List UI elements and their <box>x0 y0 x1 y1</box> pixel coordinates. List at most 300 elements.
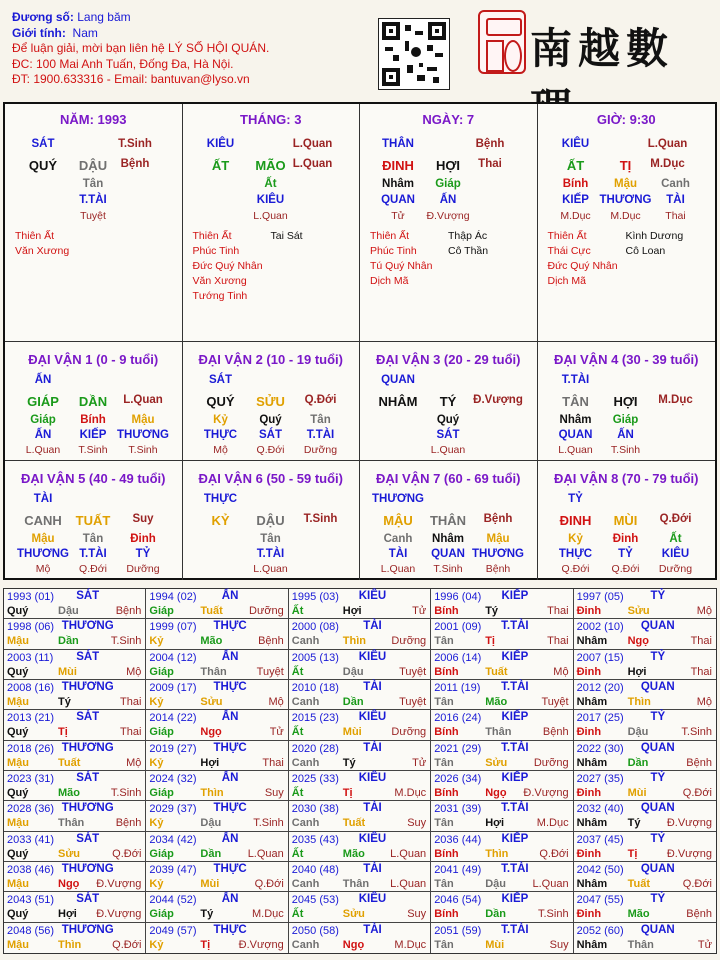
hidden-stem: KIẾP <box>562 194 589 206</box>
year-phase: Mộ <box>696 696 712 708</box>
year-god: QUAN <box>640 681 675 693</box>
year-god: KIÊU <box>358 590 387 602</box>
luck-hidden-stem: SÁT <box>259 429 282 441</box>
pillar-title: NĂM: 1993 <box>60 112 127 127</box>
year-phase: Q.Đới <box>539 847 569 860</box>
year-branch: Ngọ <box>58 878 80 890</box>
pillar-star: Dịch Mã <box>547 275 587 287</box>
year-god: T.TÀI <box>501 802 529 815</box>
chart-header <box>12 10 372 88</box>
annual-luck-cell <box>289 650 431 680</box>
annual-luck-cell <box>574 832 716 862</box>
pillar-star: Văn Xương <box>192 275 247 287</box>
year-branch: Dần <box>200 847 222 860</box>
annual-luck-cell <box>431 650 573 680</box>
year-label: 2000 (08) <box>291 621 339 634</box>
year-branch: Ngọ <box>627 635 649 648</box>
luck-period-phase: L.Quan <box>123 394 163 406</box>
year-god: THƯƠNG <box>61 741 114 754</box>
year-stem: Bính <box>434 665 459 678</box>
luck-hidden-stem: Kỷ <box>213 414 228 426</box>
year-god: T.TÀI <box>501 863 529 875</box>
year-phase: M.Dục <box>252 908 284 921</box>
year-god: TỶ <box>650 590 666 602</box>
year-phase: L.Quan <box>532 878 569 890</box>
annual-luck-cell <box>146 619 288 649</box>
year-phase: Q.Đới <box>682 878 712 890</box>
luck-period-god: SÁT <box>209 374 232 386</box>
luck-hidden-stem: T.Sinh <box>78 444 108 456</box>
hidden-stem: Canh <box>661 178 690 190</box>
year-branch: Tý <box>627 817 641 830</box>
year-branch: Mão <box>58 787 80 799</box>
year-label: 2014 (22) <box>149 712 197 725</box>
luck-hidden-stem: QUAN <box>558 429 593 441</box>
luck-hidden-stem: T.Sinh <box>433 563 463 575</box>
year-phase: M.Dục <box>394 787 427 799</box>
year-stem: Đinh <box>576 665 602 678</box>
annual-luck-cell <box>431 619 573 649</box>
year-stem: Bính <box>434 605 459 617</box>
luck-hidden-stem: TỶ <box>618 548 633 560</box>
year-stem: Đinh <box>576 847 602 860</box>
annual-luck-cell <box>431 589 573 619</box>
luck-period-god: QUAN <box>381 374 415 386</box>
year-phase: L.Quan <box>247 847 284 860</box>
phone-email-line: ĐT: 1900.633316 - Email: bantuvan@lyso.vn <box>12 72 250 86</box>
year-stem: Quý <box>7 908 29 921</box>
year-god: ẤN <box>221 893 239 906</box>
pillar-star: Phúc Tinh <box>370 245 417 257</box>
annual-luck-cell <box>431 771 573 801</box>
year-label: 2024 (32) <box>149 773 197 785</box>
year-label: 2004 (12) <box>149 651 197 664</box>
year-branch: Mùi <box>627 787 647 799</box>
year-label: 1994 (02) <box>149 591 197 603</box>
annual-luck-cell <box>574 801 716 831</box>
pillar-star: Thiên Ất <box>547 230 587 242</box>
year-branch: Dậu <box>342 665 364 678</box>
luck-hidden-stem: Đinh <box>130 533 156 545</box>
year-branch: Thân <box>627 938 654 951</box>
annual-luck-cell <box>574 710 716 740</box>
hidden-stem: KIÊU <box>256 194 285 206</box>
year-stem: Ất <box>291 726 304 739</box>
luck-hidden-stem: THƯƠNG <box>117 429 169 441</box>
luck-period-god: ẤN <box>34 374 52 386</box>
year-label: 2006 (14) <box>434 651 482 664</box>
annual-luck-cell <box>574 650 716 680</box>
year-label: 2046 (54) <box>434 894 482 907</box>
year-branch: Tuất <box>200 605 223 617</box>
luck-hidden-stem: Mậu <box>131 414 155 426</box>
annual-luck-cell <box>574 680 716 710</box>
year-phase: Bệnh <box>115 817 142 830</box>
year-phase: T.Sinh <box>253 817 284 830</box>
year-god: SÁT <box>76 832 100 845</box>
year-label: 1993 (01) <box>7 591 55 603</box>
pillar-cell <box>360 104 538 342</box>
luck-hidden-stem: THỰC <box>558 548 593 560</box>
annual-luck-cell <box>431 801 573 831</box>
hidden-stem: Đ.Vượng <box>426 210 470 222</box>
pillar-star: Phúc Tinh <box>192 245 240 257</box>
luck-period-phase: Suy <box>132 513 154 525</box>
year-god: TỶ <box>650 650 666 663</box>
year-god: KIÊU <box>358 832 387 845</box>
luck-hidden-stem: Q.Đới <box>256 444 285 456</box>
luck-period-title: ĐẠI VẬN 8 (70 - 79 tuổi) <box>554 471 699 486</box>
year-god: TÀI <box>363 620 382 633</box>
year-stem: Giáp <box>149 605 174 617</box>
year-branch: Dậu <box>58 605 79 617</box>
luck-hidden-stem: Q.Đới <box>79 563 107 575</box>
luck-hidden-stem: T.Sinh <box>610 444 641 456</box>
luck-hidden-stem: ẤN <box>34 429 52 441</box>
year-god: TÀI <box>363 923 382 936</box>
year-branch: Mùi <box>58 665 77 678</box>
year-god: THỰC <box>213 863 247 875</box>
year-god: KIÊU <box>358 772 387 784</box>
annual-luck-cell <box>4 619 146 649</box>
luck-period-cell <box>183 461 361 580</box>
luck-period-cell <box>5 461 183 580</box>
annual-luck-cell <box>4 710 146 740</box>
year-phase: Đ.Vượng <box>238 938 284 951</box>
year-god: KIẾP <box>501 711 529 724</box>
annual-luck-cell <box>431 862 573 892</box>
year-phase: Đ.Vượng <box>96 908 142 921</box>
annual-luck-cell <box>4 741 146 771</box>
year-god: THỰC <box>213 620 247 633</box>
luck-hidden-stem: T.Sinh <box>128 444 158 456</box>
year-label: 2047 (55) <box>576 894 624 907</box>
year-phase: Đ.Vượng <box>666 847 712 860</box>
luck-hidden-stem: Dưỡng <box>126 563 160 575</box>
year-label: 2039 (47) <box>149 864 197 876</box>
year-branch: Tuất <box>342 817 366 830</box>
luck-hidden-stem: TÀI <box>388 548 408 560</box>
luck-period-god: THƯƠNG <box>372 493 424 505</box>
annual-luck-cell <box>146 650 288 680</box>
annual-luck-cell <box>431 923 573 953</box>
year-god: KIÊU <box>358 650 387 663</box>
luck-period-stem: ĐINH <box>559 513 592 528</box>
luck-period-branch: TÝ <box>439 394 457 409</box>
luck-period-god: T.TÀI <box>561 374 590 386</box>
year-label: 2013 (21) <box>7 712 55 725</box>
year-phase: Suy <box>407 817 427 830</box>
luck-hidden-stem: KIÊU <box>661 548 690 560</box>
year-god: SÁT <box>76 590 100 602</box>
year-branch: Thìn <box>58 938 82 951</box>
year-stem: Canh <box>291 938 320 951</box>
year-branch: Thìn <box>342 635 367 648</box>
year-label: 2007 (15) <box>576 651 624 664</box>
year-god: T.TÀI <box>501 923 529 936</box>
luck-hidden-stem: Mậu <box>486 533 510 545</box>
luck-hidden-stem: THƯƠNG <box>17 548 69 560</box>
year-phase: Suy <box>407 908 427 921</box>
year-god: THỰC <box>213 923 247 936</box>
luck-period-cell <box>183 342 361 461</box>
year-god: THỰC <box>213 802 247 815</box>
pillar-stem-god: SÁT <box>31 138 55 150</box>
year-label: 2021 (29) <box>434 742 482 755</box>
pillar-star: Thiên Ất <box>15 230 55 242</box>
year-stem: Canh <box>291 878 320 890</box>
luck-hidden-stem: Ất <box>669 533 682 545</box>
year-label: 2027 (35) <box>576 773 624 785</box>
year-label: 2034 (42) <box>149 833 197 846</box>
year-god: TÀI <box>363 741 382 754</box>
annual-luck-cell <box>289 589 431 619</box>
luck-period-title: ĐẠI VẬN 5 (40 - 49 tuổi) <box>21 471 166 486</box>
year-god: THỰC <box>213 741 247 754</box>
annual-luck-cell <box>146 741 288 771</box>
year-stem: Quý <box>7 726 29 739</box>
annual-luck-table <box>3 588 717 954</box>
year-phase: Q.Đới <box>682 787 712 799</box>
annual-luck-cell <box>146 832 288 862</box>
year-branch: Thìn <box>200 787 224 799</box>
year-branch: Tý <box>342 756 356 769</box>
year-phase: Bệnh <box>686 908 712 921</box>
year-phase: Dưỡng <box>249 605 284 617</box>
year-branch: Sửu <box>58 847 81 860</box>
luck-period-stem: KỶ <box>211 513 230 528</box>
hidden-stem: M.Dục <box>560 210 591 222</box>
owner-name: Lang băm <box>77 10 131 24</box>
year-stem: Nhâm <box>576 756 608 769</box>
annual-luck-cell <box>146 801 288 831</box>
year-label: 1995 (03) <box>291 591 339 603</box>
pillar-star: Tướng Tinh <box>192 290 248 302</box>
year-label: 2032 (40) <box>576 803 624 816</box>
year-branch: Hợi <box>58 908 77 921</box>
year-phase: Đ.Vượng <box>666 817 712 830</box>
year-label: 2018 (26) <box>7 742 55 755</box>
luck-period-phase: Q.Đới <box>659 513 692 525</box>
year-phase: L.Quan <box>390 878 427 890</box>
hidden-stem: THƯƠNG <box>599 194 652 206</box>
year-label: 2015 (23) <box>291 712 339 725</box>
luck-period-cell <box>538 342 716 461</box>
year-stem: Ất <box>291 605 304 617</box>
year-label: 2040 (48) <box>291 864 339 876</box>
luck-period-branch: HỢI <box>613 394 638 409</box>
annual-luck-cell <box>146 862 288 892</box>
luck-hidden-stem: Đinh <box>612 533 639 545</box>
annual-luck-cell <box>289 771 431 801</box>
year-branch: Tị <box>342 787 353 799</box>
contact-line: Để luận giải, mời bạn liên hệ LÝ SỐ HỘI QUÁN. <box>12 41 270 55</box>
pillar-star: Thái Cực <box>547 245 591 257</box>
annual-luck-cell <box>431 832 573 862</box>
annual-luck-cell <box>4 650 146 680</box>
year-branch: Dần <box>627 756 649 769</box>
year-label: 2019 (27) <box>149 742 197 755</box>
pillar-cell <box>538 104 716 342</box>
year-phase: M.Dục <box>394 938 427 951</box>
luck-hidden-stem: Dưỡng <box>303 444 338 456</box>
luck-period-phase: Đ.Vượng <box>473 394 523 406</box>
year-branch: Tý <box>200 908 214 921</box>
year-stem: Kỷ <box>149 756 164 769</box>
year-branch: Tuất <box>627 878 650 890</box>
year-god: THƯƠNG <box>61 802 114 815</box>
year-stem: Giáp <box>149 787 174 799</box>
year-phase: Dưỡng <box>533 756 569 769</box>
year-branch: Dần <box>342 696 364 708</box>
pillar-stem: ẤT <box>566 158 585 173</box>
year-god: QUAN <box>640 741 675 754</box>
hidden-stem: Bính <box>562 178 589 190</box>
year-stem: Kỷ <box>149 938 164 951</box>
annual-luck-cell <box>4 589 146 619</box>
hidden-stem: Tuyệt <box>80 210 106 222</box>
year-stem: Nhâm <box>576 938 608 951</box>
year-phase: Thai <box>119 696 142 708</box>
year-stem: Canh <box>291 635 320 648</box>
year-phase: Q.Đới <box>112 938 142 951</box>
logo <box>478 10 710 80</box>
year-label: 2009 (17) <box>149 682 197 694</box>
year-stem: Kỷ <box>149 817 164 830</box>
annual-luck-cell <box>289 862 431 892</box>
luck-hidden-stem: KIẾP <box>79 429 107 441</box>
year-god: KIÊU <box>358 893 387 906</box>
luck-hidden-stem: TỶ <box>135 548 151 560</box>
year-stem: Mậu <box>7 817 29 830</box>
annual-luck-cell <box>146 923 288 953</box>
luck-period-stem: GIÁP <box>27 394 59 409</box>
hidden-stem: Thai <box>665 210 686 222</box>
year-stem: Giáp <box>149 726 174 739</box>
hidden-stem: T.TÀI <box>79 194 107 206</box>
year-stem: Quý <box>7 605 29 617</box>
year-label: 1998 (06) <box>7 621 55 634</box>
pillar-branch: DẬU <box>78 158 108 173</box>
luck-hidden-stem: Giáp <box>30 414 56 426</box>
year-branch: Dậu <box>200 817 222 830</box>
year-branch: Tị <box>627 847 638 860</box>
pillar-stem-phase: Bệnh <box>475 138 505 150</box>
year-god: ẤN <box>221 711 239 724</box>
year-god: T.TÀI <box>501 741 529 754</box>
year-label: 2042 (50) <box>576 864 624 876</box>
year-phase: Thai <box>690 665 712 678</box>
year-stem: Đinh <box>576 908 602 921</box>
year-label: 1996 (04) <box>434 591 482 603</box>
year-branch: Tuất <box>485 665 508 678</box>
year-phase: Tử <box>412 605 427 617</box>
luck-hidden-stem: THƯƠNG <box>472 548 524 560</box>
year-stem: Canh <box>291 756 320 769</box>
year-label: 2043 (51) <box>7 894 55 907</box>
luck-hidden-stem: Mộ <box>35 563 51 575</box>
annual-luck-cell <box>289 832 431 862</box>
year-phase: Đ.Vượng <box>96 878 142 890</box>
pillar-stem-god: THÂN <box>382 138 414 150</box>
year-label: 2001 (09) <box>434 621 482 634</box>
annual-luck-cell <box>289 741 431 771</box>
pillar-branch-phase: M.Dục <box>650 158 685 170</box>
hidden-stem: Mậu <box>614 178 637 190</box>
year-branch: Dần <box>485 908 506 921</box>
year-god: SÁT <box>76 893 100 906</box>
luck-hidden-stem: Nhâm <box>559 414 592 426</box>
year-stem: Mậu <box>7 756 29 769</box>
year-label: 2049 (57) <box>149 924 197 937</box>
year-label: 1999 (07) <box>149 621 197 634</box>
pillar-star: Cô Loan <box>625 245 666 257</box>
luck-hidden-stem: Dưỡng <box>658 563 693 575</box>
year-phase: Thai <box>547 605 569 617</box>
luck-period-stem: NHÂM <box>378 394 418 409</box>
year-phase: Tử <box>412 756 427 769</box>
luck-period-phase: Q.Đới <box>304 394 337 406</box>
year-branch: Sửu <box>627 605 650 617</box>
pillar-stem-god: KIÊU <box>206 138 235 150</box>
luck-period-branch: MÙI <box>613 513 638 528</box>
year-stem: Tân <box>434 817 454 830</box>
year-phase: Tử <box>269 726 284 739</box>
annual-luck-cell <box>4 771 146 801</box>
year-stem: Mậu <box>7 635 29 648</box>
hidden-stem: M.Dục <box>610 210 641 222</box>
year-branch: Ngọ <box>200 726 222 739</box>
pillar-title: THÁNG: 3 <box>240 112 302 127</box>
year-god: TỶ <box>650 832 666 845</box>
luck-period-title: ĐẠI VẬN 1 (0 - 9 tuổi) <box>28 352 159 367</box>
year-god: QUAN <box>640 620 675 633</box>
luck-period-phase: M.Dục <box>658 394 693 406</box>
annual-luck-cell <box>431 892 573 922</box>
luck-hidden-stem: SÁT <box>436 429 460 441</box>
luck-period-cell <box>5 342 183 461</box>
hidden-stem: L.Quan <box>253 210 288 222</box>
annual-luck-cell <box>146 771 288 801</box>
year-branch: Thìn <box>627 696 651 708</box>
luck-period-cell <box>538 461 716 580</box>
year-phase: L.Quan <box>390 847 427 860</box>
year-branch: Mùi <box>342 726 362 739</box>
owner-label: Đương số: <box>12 10 74 24</box>
luck-period-stem: MẬU <box>383 513 413 528</box>
year-stem: Giáp <box>149 665 174 678</box>
luck-hidden-stem: Mộ <box>213 444 228 456</box>
year-god: QUAN <box>640 802 675 815</box>
year-label: 2016 (24) <box>434 712 482 725</box>
pillar-branch-phase: L.Quan <box>292 158 333 170</box>
annual-luck-cell <box>146 680 288 710</box>
year-god: TÀI <box>363 681 382 693</box>
year-god: T.TÀI <box>501 620 529 633</box>
annual-luck-cell <box>289 892 431 922</box>
luck-hidden-stem: L.Quan <box>558 444 593 456</box>
year-phase: Tuyệt <box>399 665 427 678</box>
year-phase: T.Sinh <box>681 726 712 739</box>
pillar-star: Văn Xương <box>15 245 70 257</box>
year-phase: Mộ <box>126 756 142 769</box>
year-stem: Kỷ <box>149 878 164 890</box>
pillar-stem: ẤT <box>211 158 230 173</box>
pillar-title: NGÀY: 7 <box>422 112 475 127</box>
pillar-star: Cô Thần <box>448 245 489 257</box>
luck-hidden-stem: ẤN <box>617 429 634 441</box>
luck-period-cell <box>360 461 538 580</box>
